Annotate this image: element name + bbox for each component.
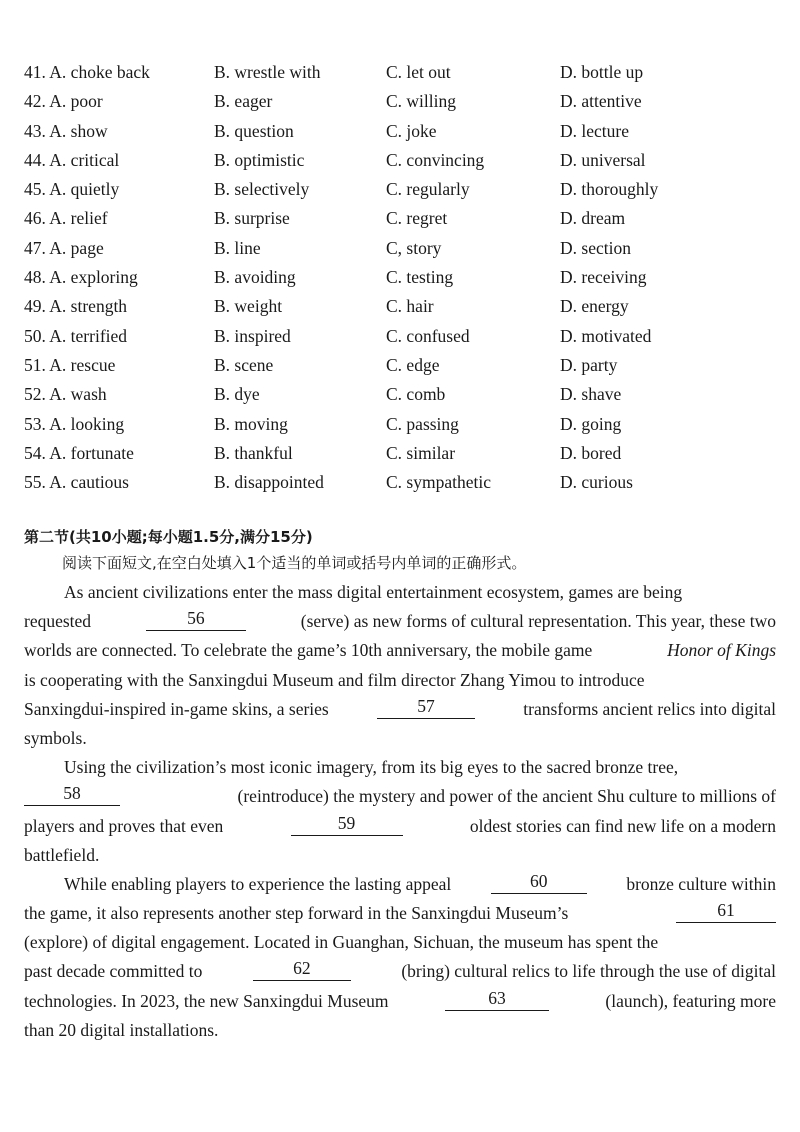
option-b[interactable]: B. thankful bbox=[214, 442, 293, 463]
option-a[interactable]: 46. A. relief bbox=[24, 208, 108, 229]
option-c[interactable]: C. hair bbox=[386, 296, 434, 317]
blank-63[interactable]: 63 bbox=[445, 987, 549, 1011]
option-a[interactable]: 41. A. choke back bbox=[24, 62, 150, 82]
option-c[interactable]: C. comb bbox=[386, 384, 446, 405]
option-b[interactable]: B. selectively bbox=[214, 179, 310, 200]
option-d[interactable]: D. energy bbox=[560, 296, 629, 317]
option-c[interactable]: C. regret bbox=[386, 208, 448, 229]
section-instruction: 阅读下面短文,在空白处填入1个适当的单词或括号内单词的正确形式。 bbox=[62, 554, 527, 572]
option-b[interactable]: B. surprise bbox=[214, 208, 290, 229]
options-grid bbox=[24, 58, 784, 497]
option-row bbox=[24, 146, 784, 175]
blank-58[interactable]: 58 bbox=[24, 782, 120, 806]
blank-56[interactable]: 56 bbox=[146, 607, 246, 631]
passage-text: than 20 digital installations. bbox=[24, 1019, 219, 1040]
option-b[interactable]: B. scene bbox=[214, 354, 274, 375]
option-c[interactable]: C. sympathetic bbox=[386, 472, 491, 493]
option-row bbox=[24, 410, 784, 439]
passage-text: (explore) of digital engagement. Located in Guanghan, Sichuan, the museum has spent the bbox=[24, 932, 659, 953]
passage-line bbox=[24, 928, 776, 957]
option-c[interactable]: C, story bbox=[386, 237, 442, 258]
passage-line bbox=[24, 870, 776, 899]
passage-line bbox=[24, 636, 776, 665]
option-a[interactable]: 44. A. critical bbox=[24, 149, 120, 170]
passage-line bbox=[24, 987, 776, 1016]
option-d[interactable]: D. lecture bbox=[560, 120, 629, 141]
passage-line bbox=[24, 666, 776, 695]
option-row bbox=[24, 117, 784, 146]
passage-text: (launch), featuring more bbox=[605, 990, 776, 1011]
option-row bbox=[24, 175, 784, 204]
passage-text: is cooperating with the Sanxingdui Museum and film director Zhang Yimou to introduce bbox=[24, 669, 645, 690]
option-a[interactable]: 49. A. strength bbox=[24, 296, 128, 317]
option-d[interactable]: D. dream bbox=[560, 208, 626, 229]
passage-line bbox=[24, 841, 776, 870]
option-d[interactable]: D. bored bbox=[560, 442, 622, 463]
option-a[interactable]: 48. A. exploring bbox=[24, 267, 138, 288]
option-b[interactable]: B. dye bbox=[214, 384, 260, 405]
option-d[interactable]: D. receiving bbox=[560, 267, 647, 288]
blank-62[interactable]: 62 bbox=[253, 957, 351, 981]
passage-line bbox=[24, 957, 776, 986]
passage-text: oldest stories can find new life on a modern bbox=[469, 815, 776, 836]
option-c[interactable]: C. let out bbox=[386, 62, 451, 82]
passage-line bbox=[24, 1016, 776, 1045]
option-c[interactable]: C. similar bbox=[386, 442, 456, 463]
blank-61[interactable]: 61 bbox=[676, 899, 776, 923]
blank-60[interactable]: 60 bbox=[491, 870, 587, 894]
option-row bbox=[24, 263, 784, 292]
passage-text: (serve) as new forms of cultural representation. This year, these two bbox=[300, 611, 776, 632]
option-c[interactable]: C. willing bbox=[386, 91, 457, 112]
option-d[interactable]: D. curious bbox=[560, 472, 633, 493]
option-b[interactable]: B. eager bbox=[214, 91, 273, 112]
passage-text: While enabling players to experience the lasting appeal bbox=[64, 873, 452, 894]
option-d[interactable]: D. party bbox=[560, 354, 618, 375]
option-d[interactable]: D. universal bbox=[560, 149, 646, 170]
option-a[interactable]: 45. A. quietly bbox=[24, 179, 120, 200]
passage-text: the game, it also represents another step forward in the Sanxingdui Museum’s bbox=[24, 903, 569, 924]
option-a[interactable]: 50. A. terrified bbox=[24, 325, 128, 346]
blank-59[interactable]: 59 bbox=[291, 812, 403, 836]
option-c[interactable]: C. testing bbox=[386, 267, 454, 288]
option-b[interactable]: B. optimistic bbox=[214, 149, 305, 170]
passage-line bbox=[24, 695, 776, 724]
option-d[interactable]: D. going bbox=[560, 413, 622, 434]
option-row bbox=[24, 380, 784, 409]
option-c[interactable]: C. convincing bbox=[386, 149, 485, 170]
section-heading: 第二节(共10小题;每小题1.5分,满分15分) bbox=[24, 528, 313, 546]
option-b[interactable]: B. moving bbox=[214, 413, 288, 434]
passage-text: As ancient civilizations enter the mass digital entertainment ecosystem, games are being bbox=[64, 582, 683, 602]
passage-text: worlds are connected. To celebrate the game’s 10th anniversary, the mobile game bbox=[24, 640, 593, 661]
passage-text: (reintroduce) the mystery and power of the ancient Shu culture to millions of bbox=[237, 786, 776, 807]
passage-text: Using the civilization’s most iconic imagery, from its big eyes to the sacred bronze tree, bbox=[64, 757, 679, 778]
passage-text: transforms ancient relics into digital bbox=[523, 698, 776, 719]
passage-text: past decade committed to bbox=[24, 961, 203, 982]
option-row bbox=[24, 87, 784, 116]
option-b[interactable]: B. inspired bbox=[214, 325, 291, 346]
option-a[interactable]: 54. A. fortunate bbox=[24, 442, 134, 463]
passage-text: Sanxingdui-inspired in-game skins, a series bbox=[24, 698, 329, 719]
option-a[interactable]: 55. A. cautious bbox=[24, 472, 129, 493]
option-a[interactable]: 51. A. rescue bbox=[24, 354, 116, 375]
option-row bbox=[24, 351, 784, 380]
passage-text: requested bbox=[24, 611, 92, 632]
option-a[interactable]: 43. A. show bbox=[24, 120, 108, 141]
option-d[interactable]: D. bottle up bbox=[560, 62, 644, 82]
option-b[interactable]: B. wrestle with bbox=[214, 62, 321, 82]
passage-line bbox=[24, 753, 776, 782]
passage-text: players and proves that even bbox=[24, 815, 224, 836]
option-d[interactable]: D. attentive bbox=[560, 91, 642, 112]
blank-57[interactable]: 57 bbox=[377, 695, 475, 719]
option-row bbox=[24, 204, 784, 233]
option-row bbox=[24, 468, 784, 497]
option-b[interactable]: B. disappointed bbox=[214, 472, 324, 493]
game-title-italic: Honor of Kings bbox=[667, 640, 776, 661]
passage-line bbox=[24, 607, 776, 636]
option-d[interactable]: D. thoroughly bbox=[560, 179, 659, 200]
option-row bbox=[24, 234, 784, 263]
option-row bbox=[24, 322, 784, 351]
option-row bbox=[24, 58, 784, 87]
passage bbox=[24, 578, 776, 1045]
passage-text: bronze culture within bbox=[626, 873, 776, 894]
passage-line bbox=[24, 782, 776, 811]
option-c[interactable]: C. joke bbox=[386, 120, 437, 141]
option-row bbox=[24, 292, 784, 321]
passage-text: (bring) cultural relics to life through the use of digital bbox=[401, 961, 776, 982]
option-c[interactable]: C. edge bbox=[386, 354, 440, 375]
option-a[interactable]: 52. A. wash bbox=[24, 384, 107, 405]
passage-line bbox=[24, 812, 776, 841]
option-b[interactable]: B. question bbox=[214, 120, 294, 141]
option-b[interactable]: B. line bbox=[214, 237, 261, 258]
option-c[interactable]: C. regularly bbox=[386, 179, 470, 200]
option-d[interactable]: D. shave bbox=[560, 384, 622, 405]
passage-text: battlefield. bbox=[24, 844, 100, 865]
option-b[interactable]: B. avoiding bbox=[214, 267, 296, 288]
passage-line bbox=[24, 578, 776, 607]
option-c[interactable]: C. passing bbox=[386, 413, 459, 434]
option-a[interactable]: 42. A. poor bbox=[24, 91, 103, 112]
passage-text: symbols. bbox=[24, 727, 87, 748]
option-a[interactable]: 47. A. page bbox=[24, 237, 104, 258]
passage-line bbox=[24, 899, 776, 928]
option-d[interactable]: D. motivated bbox=[560, 325, 652, 346]
option-d[interactable]: D. section bbox=[560, 237, 631, 258]
passage-line bbox=[24, 724, 776, 753]
option-b[interactable]: B. weight bbox=[214, 296, 283, 317]
option-a[interactable]: 53. A. looking bbox=[24, 413, 125, 434]
option-row bbox=[24, 439, 784, 468]
option-c[interactable]: C. confused bbox=[386, 325, 470, 346]
passage-text: technologies. In 2023, the new Sanxingdui Museum bbox=[24, 990, 389, 1011]
